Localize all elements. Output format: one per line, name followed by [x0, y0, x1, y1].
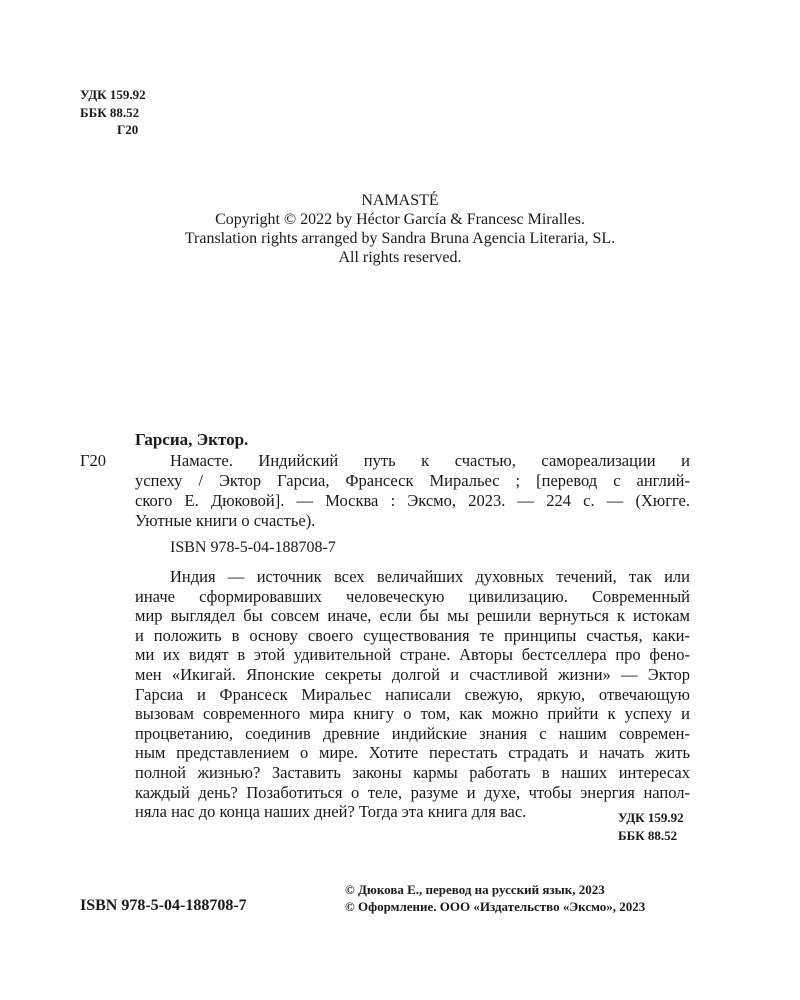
annotation-line: ми их видят в этой удивительной стране. Авторы бестселлера про фено- [135, 645, 690, 665]
author-sign-code: Г20 [117, 122, 139, 137]
annotation-line: Индия — источник всех величайших духовных течений, так или [170, 567, 690, 586]
copyright-block [0, 191, 800, 267]
design-copyright: © Оформление. ООО «Издательство «Эксмо», 2023 [345, 899, 646, 914]
annotation-line: няла нас до конца наших дней? Тогда эта книга для вас. [135, 802, 527, 822]
bbk-code-bottom: ББК 88.52 [618, 828, 678, 843]
annotation-line: полной жизнью? Заставить законы кармы работать в наших интересах [135, 762, 690, 782]
catalog-isbn: ISBN 978-5-04-188708-7 [170, 539, 336, 556]
catalog-code: Г20 [80, 451, 107, 470]
catalog-description [135, 451, 690, 531]
original-title: NAMASTÉ [361, 192, 439, 209]
annotation-line: иначе сформировавших человеческую цивилизацию. Современный [135, 586, 690, 606]
annotation-line: мен «Икигай. Японские секреты долгой и счастливой жизни» — Эктор [135, 664, 690, 684]
catalog-line: ского Е. Дюковой]. — Москва : Эксмо, 2023. — 224 с. — (Хюгге. [135, 491, 690, 510]
catalog-line: Намасте. Индийский путь к счастью, самореализации и [170, 451, 690, 470]
copyright-line: Copyright © 2022 by Héctor García & Francesc Miralles. [215, 211, 585, 228]
bbk-code: ББК 88.52 [80, 105, 140, 120]
annotation-line: ным представлением о мире. Хотите перестать страдать и начать жить [135, 743, 690, 763]
annotation-line: Гарсиа и Франсеск Миральес написали свежую, яркую, отвечающую [135, 684, 690, 704]
annotation-line: каждый день? Позаботиться о теле, разуме и духе, чтобы энергия напол- [135, 782, 690, 802]
annotation [135, 567, 690, 822]
udk-code: УДК 159.92 [80, 87, 146, 102]
annotation-line: вызовам современного мира книгу о том, как можно прийти к успеху и [135, 704, 690, 724]
translation-rights-line: Translation rights arranged by Sandra Bruna Agencia Literaria, SL. [184, 230, 616, 247]
annotation-line: процветанию, соединив древние индийские знания с нашим современ- [135, 723, 690, 743]
translation-copyright: © Дюкова Е., перевод на русский язык, 2023 [345, 882, 605, 897]
footer-isbn: ISBN 978-5-04-188708-7 [80, 897, 247, 914]
catalog-author: Гарсиа, Эктор. [135, 430, 249, 449]
annotation-line: и положить в основу своего существования те принципы счастья, каки- [135, 625, 690, 645]
annotation-line: мир выглядел бы совсем иначе, если бы мы решили вернуться к истокам [135, 606, 690, 626]
rights-reserved-line: All rights reserved. [338, 249, 462, 266]
catalog-line: успеху / Эктор Гарсиа, Франсеск Миральес ; [перевод с англий- [135, 471, 690, 490]
udk-code-bottom: УДК 159.92 [618, 810, 684, 825]
catalog-line: Уютные книги о счастье). [135, 511, 316, 530]
